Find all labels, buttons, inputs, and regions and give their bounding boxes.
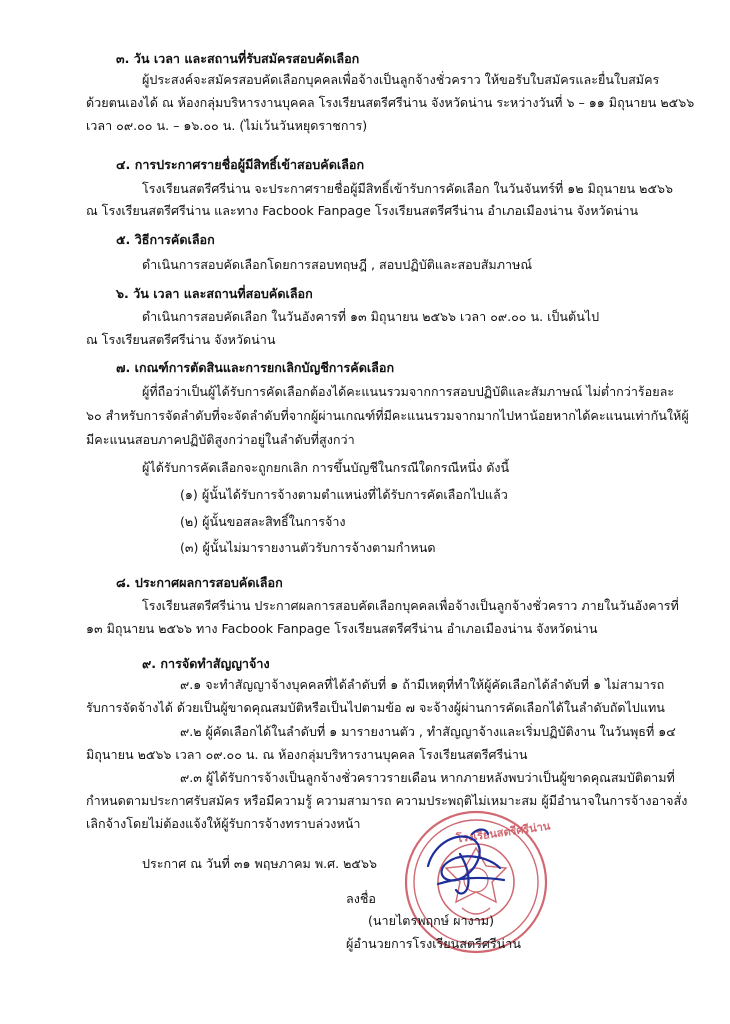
section-9-item-3-line-2: กำหนดตามประกาศรับสมัคร หรือมีความรู้ ความสามารถ ความประพฤติไม่เหมาะสม ผู้มีอำนาจในการจ้างอาจสั่ง xyxy=(86,793,688,808)
section-9-item-3-line-3: เลิกจ้างโดยไม่ต้องแจ้งให้ผู้รับการจ้างทราบล่วงหน้า xyxy=(86,816,361,831)
section-4-heading: ๔. การประกาศรายชื่อผู้มีสิทธิ์เข้าสอบคัดเลือก xyxy=(116,157,365,172)
section-9-item-1-line-1: ๙.๑ จะทำสัญญาจ้างบุคคลที่ได้ลำดับที่ ๑ ถ้ามีเหตุที่ทำให้ผู้คัดเลือกได้ลำดับที่ ๑ ไม่สามารถ xyxy=(180,677,665,692)
section-3-line-3: เวลา ๐๙.๐๐ น. – ๑๖.๐๐ น. (ไม่เว้นวันหยุดราชการ) xyxy=(86,118,368,133)
section-9-item-1-line-2: รับการจัดจ้างได้ ด้วยเป็นผู้ขาดคุณสมบัติหรือเป็นไปตามข้อ ๗ จะจ้างผู้ผ่านการคัดเลือกได้ในลำดับถัดไปแทน xyxy=(86,700,665,715)
section-6-line-2: ณ โรงเรียนสตรีศรีน่าน จังหวัดน่าน xyxy=(86,332,276,347)
section-5-line-1: ดำเนินการสอบคัดเลือกโดยการสอบทฤษฎี , สอบปฏิบัติและสอบสัมภาษณ์ xyxy=(142,257,533,272)
section-9-heading: ๙. การจัดทำสัญญาจ้าง xyxy=(142,656,270,671)
section-6-heading: ๖. วัน เวลา และสถานที่สอบคัดเลือก xyxy=(116,286,313,301)
section-7-line-3: มีคะแนนสอบภาคปฏิบัติสูงกว่าอยู่ในลำดับที่สูงกว่า xyxy=(86,432,355,447)
section-7-line-4: ผู้ได้รับการคัดเลือกจะถูกยกเลิก การขึ้นบัญชีในกรณีใดกรณีหนึ่ง ดังนี้ xyxy=(142,460,510,475)
section-9-item-2-line-2: มิถุนายน ๒๕๖๖ เวลา ๐๙.๐๐ น. ณ ห้องกลุ่มบริหารงานบุคคล โรงเรียนสตรีศรีน่าน xyxy=(86,747,528,762)
section-7-heading: ๗. เกณฑ์การตัดสินและการยกเลิกบัญชีการคัดเลือก xyxy=(116,360,395,375)
section-7-item-2: (๒) ผู้นั้นขอสละสิทธิ์ในการจ้าง xyxy=(180,514,346,529)
section-9-item-2-line-1: ๙.๒ ผู้คัดเลือกได้ในลำดับที่ ๑ มารายงานตัว , ทำสัญญาจ้างและเริ่มปฏิบัติงาน ในวันพุธที่ ๑๔ xyxy=(180,724,676,739)
section-8-heading: ๘. ประกาศผลการสอบคัดเลือก xyxy=(116,575,283,590)
section-7-line-2: ๖๐ สำหรับการจัดลำดับที่จะจัดลำดับที่จากผู้ผ่านเกณฑ์ที่มีคะแนนรวมจากมากไปหาน้อยหากได้คะแนนเท่ากันให้ผู้ xyxy=(86,408,689,423)
announcement-date: ประกาศ ณ วันที่ ๓๑ พฤษภาคม พ.ศ. ๒๕๖๖ xyxy=(142,856,377,871)
section-6-line-1: ดำเนินการสอบคัดเลือก ในวันอังคารที่ ๑๓ มิถุนายน ๒๕๖๖ เวลา ๐๙.๐๐ น. เป็นต้นไป xyxy=(142,309,600,324)
signer-name: (นายไตรพฤกษ์ ผางาม) xyxy=(368,913,494,928)
section-3-heading: ๓. วัน เวลา และสถานที่รับสมัครสอบคัดเลือก xyxy=(116,51,360,66)
section-9-item-3-line-1: ๙.๓ ผู้ได้รับการจ้างเป็นลูกจ้างชั่วคราวรายเดือน หากภายหลังพบว่าเป็นผู้ขาดคุณสมบัติตามที่ xyxy=(180,770,675,785)
handwritten-signature xyxy=(408,822,518,904)
section-3-line-1: ผู้ประสงค์จะสมัครสอบคัดเลือกบุคคลเพื่อจ้างเป็นลูกจ้างชั่วคราว ให้ขอรับใบสมัครและยื่นใบสมัคร xyxy=(142,72,660,87)
section-7-line-1: ผู้ที่ถือว่าเป็นผู้ได้รับการคัดเลือกต้องได้คะแนนรวมจากการสอบปฏิบัติและสัมภาษณ์ ไม่ต่ำกว่าร้อยละ xyxy=(142,384,675,399)
section-4-line-1: โรงเรียนสตรีศรีน่าน จะประกาศรายชื่อผู้มีสิทธิ์เข้ารับการคัดเลือก ในวันจันทร์ที่ ๑๒ มิถุนายน ๒๕๖๖ xyxy=(142,181,673,196)
signer-position: ผู้อำนวยการโรงเรียนสตรีศรีน่าน xyxy=(346,936,521,951)
stamp-text: โรงเรียนสตรีศรีน่าน xyxy=(455,819,552,846)
section-3-line-2: ด้วยตนเองได้ ณ ห้องกลุ่มบริหารงานบุคคล โรงเรียนสตรีศรีน่าน จังหวัดน่าน ระหว่างวันที่ ๖ – ๑๑ มิถุนายน ๒๕๖๖ xyxy=(86,95,695,110)
section-7-item-3: (๓) ผู้นั้นไม่มารายงานตัวรับการจ้างตามกำหนด xyxy=(180,540,436,555)
section-7-item-1: (๑) ผู้นั้นได้รับการจ้างตามตำแหน่งที่ได้รับการคัดเลือกไปแล้ว xyxy=(180,487,508,502)
section-5-heading: ๕. วิธีการคัดเลือก xyxy=(116,232,215,247)
section-8-line-2: ๑๓ มิถุนายน ๒๕๖๖ ทาง Facbook Fanpage โรงเรียนสตรีศรีน่าน อำเภอเมืองน่าน จังหวัดน่าน xyxy=(86,621,598,636)
section-4-line-2: ณ โรงเรียนสตรีศรีน่าน และทาง Facbook Fanpage โรงเรียนสตรีศรีน่าน อำเภอเมืองน่าน จังหวัดน่าน xyxy=(86,203,639,218)
section-8-line-1: โรงเรียนสตรีศรีน่าน ประกาศผลการสอบคัดเลือกบุคคลเพื่อจ้างเป็นลูกจ้างชั่วคราว ภายในวันอังคารที่ xyxy=(142,598,679,613)
sign-label: ลงชื่อ xyxy=(346,891,376,906)
